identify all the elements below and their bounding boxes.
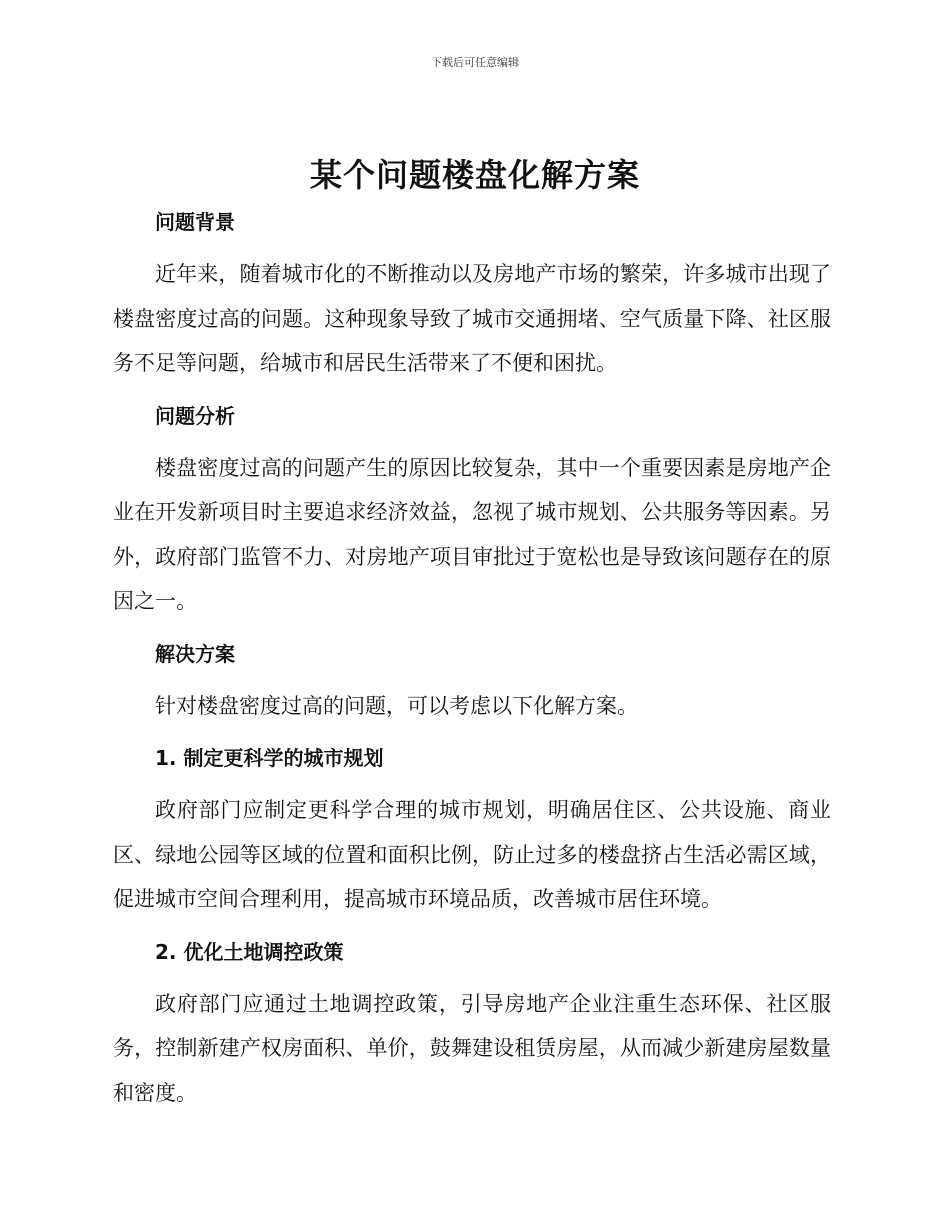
section-paragraph: 近年来，随着城市化的不断推动以及房地产市场的繁荣，许多城市出现了楼盘密度过高的问题。这种现象导致了城市交通拥堵、空气质量下降、社区服务不足等问题，给城市和居民生活带来了不便和困扰。 [113,262,831,375]
section-background [113,198,831,392]
section-heading: 问题背景 [155,210,235,234]
section-paragraph: 楼盘密度过高的问题产生的原因比较复杂，其中一个重要因素是房地产企业在开发新项目时主要追求经济效益，忽视了城市规划、公共服务等因素。另外，政府部门监管不力、对房地产项目审批过于宽松也是导致该问题存在的原因之一。 [113,455,831,613]
section-analysis [113,392,831,630]
header-note: 下载后可任意编辑 [431,56,519,69]
section-heading: 2. 优化土地调控政策 [155,939,344,964]
section-paragraph: 政府部门应制定更科学合理的城市规划，明确居住区、公共设施、商业区、绿地公园等区域的位置和面积比例，防止过多的楼盘挤占生活必需区域，促进城市空间合理利用，提高城市环境品质，改善城市居住环境。 [113,798,831,911]
section-heading: 问题分析 [155,403,235,428]
section-heading: 1. 制定更科学的城市规划 [155,746,384,770]
page-title: 某个问题楼盘化解方案 [309,156,640,194]
section-paragraph: 针对楼盘密度过高的问题，可以考虑以下化解方案。 [155,693,638,718]
section-urban-planning [113,734,831,928]
section-paragraph: 政府部门应通过土地调控政策，引导房地产企业注重生态环保、社区服务，控制新建产权房面积、单价，鼓舞建设租赁房屋，从而减少新建房屋数量和密度。 [113,991,831,1105]
section-heading: 解决方案 [155,641,235,666]
section-land-policy [113,928,831,1116]
document-body [113,198,831,1115]
section-solution [113,630,831,735]
